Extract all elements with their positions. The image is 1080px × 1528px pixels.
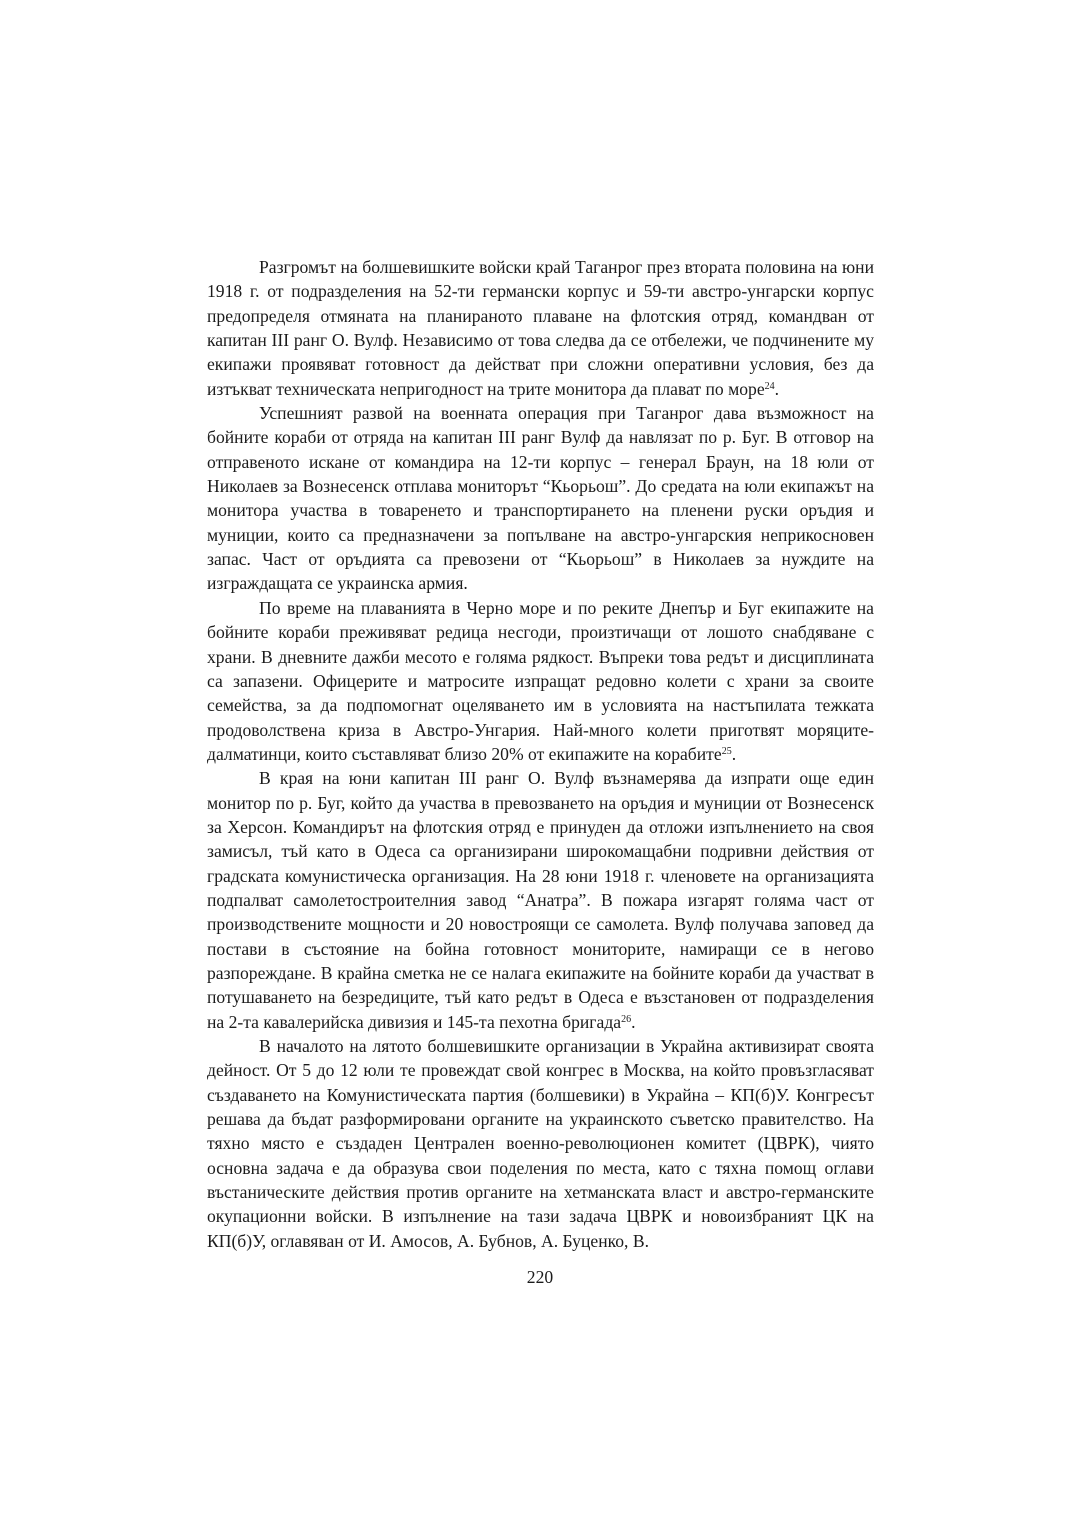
paragraph [207, 401, 874, 596]
paragraph [207, 766, 874, 1034]
paragraph-tail: . [631, 1011, 636, 1032]
paragraph-text: В края на юни капитан III ранг О. Вулф възнамерява да изпрати още един монитор по р. Буг, който да участва в превозването на оръдия и муниции от Вознесенск за Херсон. Командирът на флотския отряд е принуден да отложи изпълнението на своя замисъл, тъй като в Одеса са организирани широкомащабни подривни действия от градската комунистическа организация. На 28 юни 1918 г. членовете на организацията подпалват самолетостроителния завод “Анатра”. В пожара изгарят голяма част от производствените мощности и 20 новостроящи се самолета. Вулф получава заповед да постави в състояние на бойна готовност мониторите, намиращи се в негово разпореждане. В крайна сметка не се налага екипажите на бойните кораби да участват в потушаването на безредиците, тъй като редът в Одеса е възстановен от подразделения на 2-та кавалерийска дивизия и 145-та пехотна бригада [207, 768, 874, 1032]
paragraph-text: По време на плаванията в Черно море и по реките Днепър и Буг екипажите на бойните кораби преживяват редица несгоди, произтичащи от лошото снабдяване с храни. В дневните дажби месото е голяма рядкост. Въпреки това редът и дисциплината са запазени. Офицерите и матросите изпращат редовно колети с храни за своите семейства, за да подпомогнат оцеляването им в условията на настъпилата тежката продоволствена криза в Австро-Унгария. Най-много колети приготвят моряците-далматинци, които съставляват близо 20% от екипажите на корабите [207, 597, 874, 764]
footnote-ref: 26 [621, 1013, 632, 1025]
paragraph [207, 255, 874, 401]
paragraph-tail: . [774, 378, 780, 399]
paragraph [207, 596, 874, 766]
paragraph-text: Разгромът на болшевишките войски край Таганрог през втората половина на юни 1918 г. от подразделения на 52-ти германски корпус и 59-ти австро-унгарски корпус предопределя отмяната на планираното плаване на флотския отряд, командван от капитан III ранг О. Вулф. Независимо от това следва да се отбележи, че подчинените му екипажи проявяват готовност да действат при сложни оперативни условия, без да изтъкват техническата непригодност на трите монитора да плават по море [207, 257, 874, 399]
footnote-ref: 24 [764, 380, 775, 392]
paragraph-text: Успешният развой на военната операция при Таганрог дава възможност на бойните кораби от отряда на капитан III ранг Вулф да навлязат по р. Буг. В отговор на отправеното искане от командира на 12-ти корпус – генерал Браун, на 18 юли от Николаев за Вознесенск отплава мониторът “Кьорьош”. До средата на юли екипажът на монитора участва в товаренето и транспортирането на пленени руски оръдия и муниции, които са предназначени за попълване на австро-унгарския неприкосновен запас. Част от оръдията са превозени от “Кьорьош” в Николаев за нуждите на изграждащата се украинска армия. [207, 403, 874, 594]
paragraph-tail: . [731, 743, 737, 764]
body-text [207, 255, 874, 1253]
paragraph-text: В началото на лятото болшевишките организации в Украйна активизират своята дейност. От 5 до 12 юли те провеждат свой конгрес в Москва, на който провъзгласяват създаването на Комунистическата партия (болшевики) в Украйна – КП(б)У. Конгресът решава да бъдат разформировани органите на украинското съветско правителство. На тяхно място е създаден Централен военно-революционен комитет (ЦВРК), чиято основна задача е да образува свои поделения по места, като с тяхна помощ оглави въстаническите действия против органите на хетманската власт и австро-германските окупационни войски. В изпълнение на тази задача ЦВРК и новоизбраният ЦК на КП(б)У, оглавяван от И. Амосов, А. Бубнов, А. Буценко, В. [207, 1036, 874, 1251]
page-number: 220 [526, 1267, 554, 1287]
footnote-ref: 25 [721, 745, 732, 757]
paragraph [207, 1034, 874, 1253]
